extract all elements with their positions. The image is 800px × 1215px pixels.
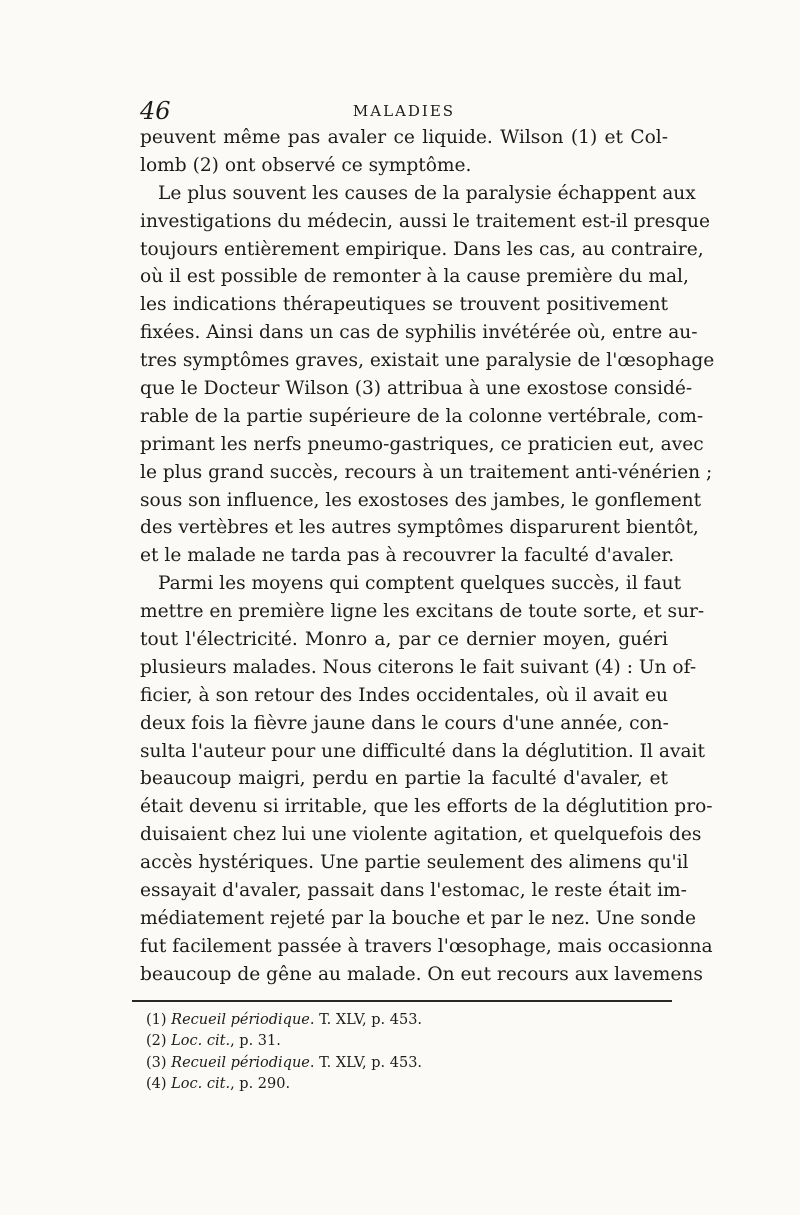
text-line: tout l'électricité. Monro a, par ce dernier moyen, guéri [140, 629, 668, 651]
text-line: accès hystériques. Une partie seulement des alimens qu'il [140, 852, 689, 874]
text-line: mettre en première ligne les excitans de toute sorte, et sur- [140, 601, 705, 623]
page-header [140, 96, 668, 126]
text-line: tres symptômes graves, existait une paralysie de l'œsophage [140, 350, 715, 372]
text-line: médiatement rejeté par la bouche et par le nez. Une sonde [140, 907, 696, 929]
text-line: deux fois la fièvre jaune dans le cours d'une année, con- [140, 712, 669, 734]
footnote-rule [132, 1000, 672, 1002]
text-line: rable de la partie supérieure de la colonne vertébrale, com- [140, 405, 704, 427]
footnote-ref: . T. XLV, p. 453. [309, 1012, 423, 1028]
text-line: sulta l'auteur pour une difficulté dans la déglutition. Il avait [140, 740, 705, 762]
text-line: Parmi les moyens qui comptent quelques succès, il faut [158, 573, 682, 595]
text-line: peuvent même pas avaler ce liquide. Wilson (1) et Col- [140, 127, 668, 148]
text-line: Le plus souvent les causes de la paralysie échappent aux [158, 182, 696, 204]
footnote-source: Recueil périodique [171, 1054, 310, 1071]
text-line: était devenu si irritable, que les efforts de la déglutition pro- [140, 796, 713, 818]
text-line: fixées. Ainsi dans un cas de syphilis invétérée où, entre au- [140, 322, 698, 344]
text-line: essayait d'avaler, passait dans l'estomac, le reste était im- [140, 880, 687, 902]
footnote-ref: , p. 31. [230, 1033, 281, 1050]
text-line: les indications thérapeutiques se trouvent positivement [140, 294, 668, 316]
text-line: sous son influence, les exostoses des jambes, le gonflement [140, 489, 702, 511]
text-line: des vertèbres et les autres symptômes disparurent bientôt, [140, 517, 699, 539]
text-line: toujours entièrement empirique. Dans les cas, au contraire, [140, 238, 704, 260]
text-line: que le Docteur Wilson (3) attribua à une exostose considé- [140, 378, 693, 400]
text-line: plusieurs malades. Nous citerons le fait suivant (4) : Un of- [140, 656, 697, 678]
text-line: fut facilement passée à travers l'œsophage, mais occasionna [140, 935, 713, 957]
text-line: duisaient chez lui une violente agitation, et quelquefois des [140, 824, 702, 846]
footnote-mark: (4) [146, 1076, 167, 1093]
footnote-4 [146, 1074, 666, 1095]
body-text [140, 124, 715, 989]
text-line: le plus grand succès, recours à un traitement anti-vénérien ; [140, 461, 713, 483]
footnote-mark: (1) [146, 1012, 167, 1028]
footnotes [146, 1010, 666, 1096]
text-line: investigations du médecin, aussi le traitement est-il presque [140, 210, 710, 232]
footnote-source: Recueil périodique [171, 1012, 310, 1028]
text-line: primant les nerfs pneumo-gastriques, ce praticien eut, avec [140, 433, 704, 455]
footnote-ref: , p. 290. [230, 1076, 291, 1093]
running-head: MALADIES [352, 102, 456, 120]
text-line: où il est possible de remonter à la cause première du mal, [140, 266, 689, 288]
footnote-source: Loc. cit. [171, 1076, 231, 1093]
text-line: lomb (2) ont observé ce symptôme. [140, 154, 472, 176]
footnote-ref: . T. XLV, p. 453. [309, 1054, 423, 1071]
footnote-mark: (3) [146, 1054, 167, 1071]
text-line: et le malade ne tarda pas à recouvrer la faculté d'avaler. [140, 545, 675, 567]
footnote-3 [146, 1053, 666, 1074]
text-line: beaucoup maigri, perdu en partie la faculté d'avaler, et [140, 768, 668, 790]
text-line: ficier, à son retour des Indes occidentales, où il avait eu [140, 684, 668, 706]
text-line: beaucoup de gêne au malade. On eut recours aux lavemens [140, 963, 703, 985]
footnote-1 [146, 1010, 666, 1031]
footnote-2 [146, 1031, 666, 1052]
footnote-mark: (2) [146, 1033, 167, 1050]
page-number: 46 [140, 97, 171, 125]
footnote-source: Loc. cit. [171, 1033, 231, 1050]
